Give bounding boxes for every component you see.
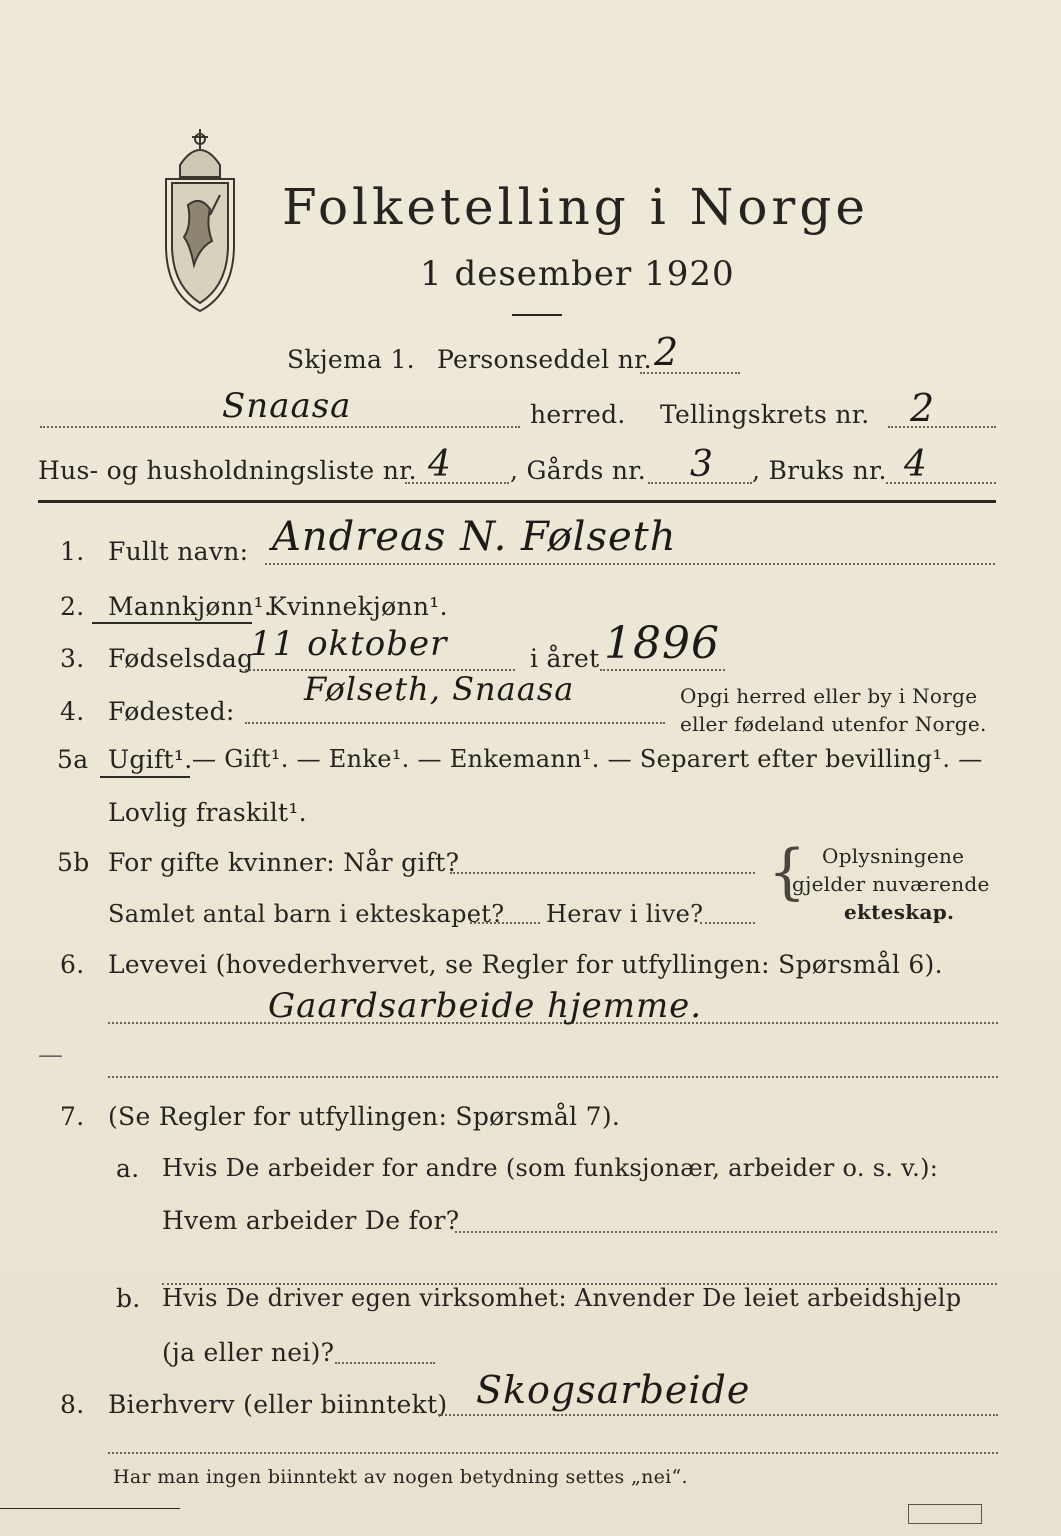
q7-label: (Se Regler for utfyllingen: Spørsmål 7). xyxy=(108,1102,621,1131)
q5a-ugift-underline xyxy=(100,776,190,778)
q3-number: 3. xyxy=(60,644,85,673)
q4-note-1: Opgi herred eller by i Norge xyxy=(680,684,978,708)
title-divider xyxy=(512,314,562,316)
q5b-line-3 xyxy=(700,922,755,924)
q6-label: Levevei (hovederhvervet, se Regler for utfyllingen: Spørsmål 6). xyxy=(108,950,943,979)
q5b-line-1 xyxy=(450,872,755,874)
q3-year-value[interactable]: 1896 xyxy=(604,618,720,669)
q5b-note-3: ekteskap. xyxy=(844,900,955,924)
gards-value[interactable]: 3 xyxy=(690,444,714,485)
q3-year-label: i året xyxy=(530,644,600,673)
q8-value[interactable]: Skogsarbeide xyxy=(476,1368,751,1412)
q7a-text: Hvis De arbeider for andre (som funksjonær, arbeider o. s. v.): xyxy=(162,1154,939,1182)
q5b-note-2: gjelder nuværende xyxy=(792,872,990,896)
q7b-line xyxy=(335,1362,435,1364)
q7-number: 7. xyxy=(60,1102,85,1131)
hus-value[interactable]: 4 xyxy=(428,444,452,485)
page-title: Folketelling i Norge xyxy=(282,178,869,236)
q5a-ugift[interactable]: Ugift¹. xyxy=(108,745,193,774)
q7b-number: b. xyxy=(116,1284,141,1313)
q6-number: 6. xyxy=(60,950,85,979)
q4-value[interactable]: Følseth, Snaasa xyxy=(304,670,575,708)
header-divider xyxy=(38,500,996,503)
tellingskrets-line xyxy=(888,426,996,428)
q5b-line-2 xyxy=(470,922,540,924)
herred-label: herred. xyxy=(530,400,626,429)
q5a-options: — Gift¹. — Enke¹. — Enkemann¹. — Separert efter bevilling¹. — xyxy=(192,745,983,773)
q8-line-2 xyxy=(108,1452,998,1454)
q5b-note-1: Oplysningene xyxy=(822,844,965,868)
bruks-label: , Bruks nr. xyxy=(752,456,887,485)
personseddel-value[interactable]: 2 xyxy=(654,330,680,374)
margin-dash: — xyxy=(38,1040,64,1069)
q5a-number: 5a xyxy=(57,745,89,774)
q1-value[interactable]: Andreas N. Følseth xyxy=(272,514,677,560)
q7b-text: Hvis De driver egen virksomhet: Anvender De leiet arbeidshjelp xyxy=(162,1284,962,1312)
hus-label: Hus- og husholdningsliste nr. xyxy=(38,456,417,485)
hus-line xyxy=(405,482,509,484)
q2-kvinne[interactable]: Kvinnekjønn¹. xyxy=(268,592,448,621)
q2-mann[interactable]: Mannkjønn¹. xyxy=(108,592,273,621)
tellingskrets-value[interactable]: 2 xyxy=(910,386,936,430)
q7a-text-2: Hvem arbeider De for? xyxy=(162,1206,460,1235)
q6-value[interactable]: Gaardsarbeide hjemme. xyxy=(268,986,703,1026)
q5b-label-1: For gifte kvinner: Når gift? xyxy=(108,848,460,877)
q2-number: 2. xyxy=(60,592,85,621)
census-date: 1 desember 1920 xyxy=(420,254,735,294)
q1-number: 1. xyxy=(60,537,85,566)
q4-line xyxy=(245,722,665,724)
q5b-bracket: { xyxy=(768,837,807,907)
q8-label: Bierhverv (eller biinntekt) xyxy=(108,1390,448,1419)
q5b-label-2: Samlet antal barn i ekteskapet? xyxy=(108,900,505,928)
q3-year-line xyxy=(600,669,725,671)
herred-line xyxy=(40,426,520,428)
q3-label: Fødselsdag xyxy=(108,644,254,673)
q4-label: Fødested: xyxy=(108,697,235,726)
q1-label: Fullt navn: xyxy=(108,537,249,566)
q2-mann-underline xyxy=(92,622,252,624)
q8-number: 8. xyxy=(60,1390,85,1419)
gards-label: , Gårds nr. xyxy=(510,456,647,485)
herred-value[interactable]: Snaasa xyxy=(222,386,352,426)
q4-note-2: eller fødeland utenfor Norge. xyxy=(680,712,987,736)
q7b-text-2: (ja eller nei)? xyxy=(162,1338,335,1367)
bruks-value[interactable]: 4 xyxy=(904,444,928,485)
q7a-line-1 xyxy=(455,1231,997,1233)
q7a-number: a. xyxy=(116,1154,140,1183)
q4-number: 4. xyxy=(60,697,85,726)
skjema-label: Skjema 1. xyxy=(287,345,415,374)
tellingskrets-label: Tellingskrets nr. xyxy=(660,400,870,429)
bruks-line xyxy=(886,482,996,484)
q8-line-1 xyxy=(438,1414,998,1416)
printer-stamp xyxy=(908,1504,982,1524)
q5b-number: 5b xyxy=(57,848,90,877)
footer-note: Har man ingen biinntekt av nogen betydning settes „nei“. xyxy=(113,1466,688,1488)
q5b-label-3: Herav i live? xyxy=(546,900,704,928)
q1-line xyxy=(265,563,995,565)
personseddel-label: Personseddel nr. xyxy=(437,345,652,374)
footer-rule xyxy=(0,1508,180,1509)
q5a-line-2: Lovlig fraskilt¹. xyxy=(108,798,307,827)
q3-value[interactable]: 11 oktober xyxy=(250,624,448,664)
q6-line-2 xyxy=(108,1076,998,1078)
coat-of-arms-icon xyxy=(150,125,250,315)
